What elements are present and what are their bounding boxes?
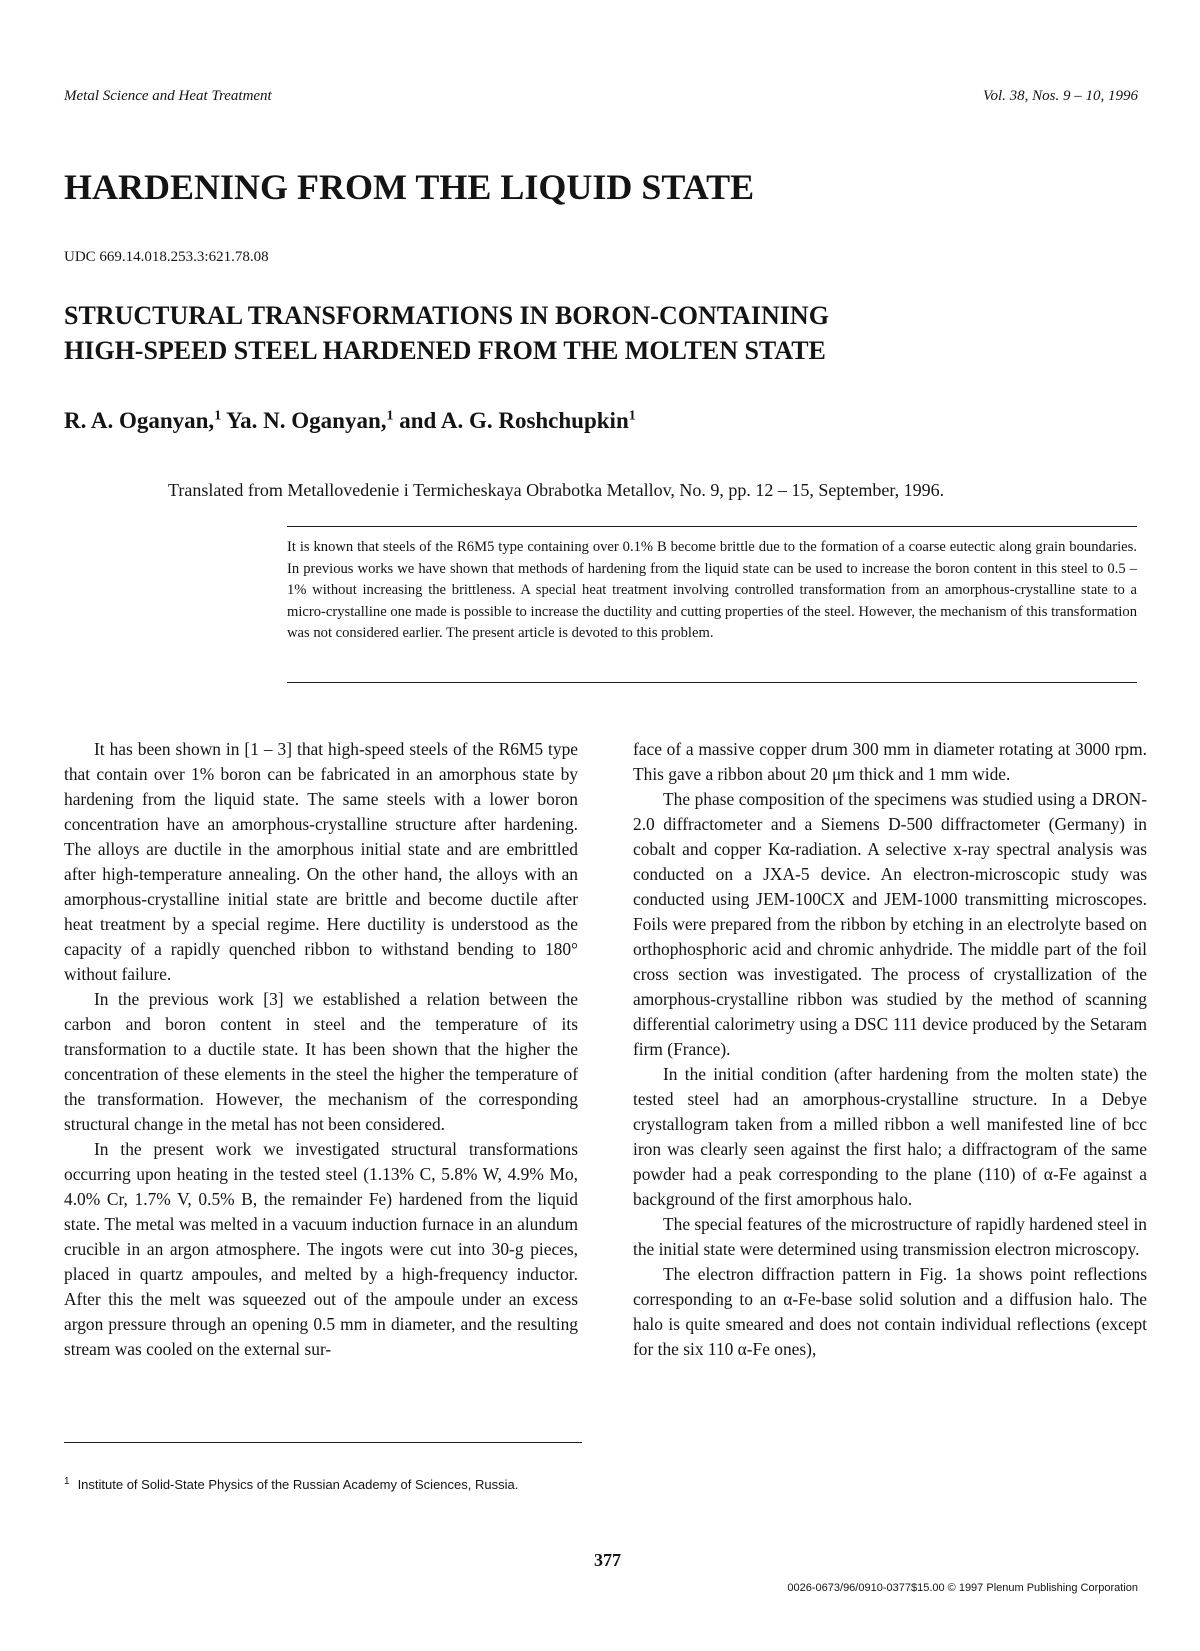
page-number: 377 bbox=[594, 1550, 621, 1570]
abstract: It is known that steels of the R6M5 type containing over 0.1% B become brittle due to the formation of a coarse eutectic along grain boundaries. In previous works we have shown that methods of hardening from the liquid state can be used to increase the boron content in this steel to 0.5 – 1% without increasing the brittleness. A special heat treatment involving controlled transformation from an amorphous-crystalline state to a micro-crystalline one made is possible to increase the ductility and cutting properties of the steel. However, the mechanism of this transformation was not considered earlier. The present article is devoted to this problem. bbox=[287, 539, 1137, 641]
abstract-top-rule bbox=[287, 526, 1137, 527]
abstract-bottom-rule bbox=[287, 682, 1137, 683]
affiliation-mark: 1 bbox=[628, 408, 636, 424]
article-title-line-2: HIGH-SPEED STEEL HARDENED FROM THE MOLTEN STATE bbox=[64, 336, 826, 365]
body-paragraph: In the previous work [3] we established a relation between the carbon and boron content in steel and the temperature of its transformation to a ductile state. It has been shown that the higher the concentration of these elements in the steel the higher the temperature of the transformation. However, the mechanism of the corresponding structural change in the metal has not been considered. bbox=[64, 989, 578, 1134]
body-paragraph: The electron diffraction pattern in Fig. 1a shows point reflections corresponding to an α-Fe-base solid solution and a diffusion halo. The halo is quite smeared and does not contain individual reflections (except for the six 110 α-Fe ones), bbox=[633, 1264, 1147, 1359]
affiliation-mark: 1 bbox=[214, 408, 222, 424]
body-paragraph: The special features of the microstructure of rapidly hardened steel in the initial state were determined using transmission electron microscopy. bbox=[633, 1214, 1147, 1259]
section-title: HARDENING FROM THE LIQUID STATE bbox=[64, 167, 755, 207]
body-paragraph: face of a massive copper drum 300 mm in diameter rotating at 3000 rpm. This gave a ribbon about 20 μm thick and 1 mm wide. bbox=[633, 739, 1147, 784]
journal-name: Metal Science and Heat Treatment bbox=[64, 88, 272, 104]
author-name: Ya. N. Oganyan, bbox=[226, 408, 387, 433]
article-title bbox=[64, 298, 1154, 368]
footnote bbox=[64, 1475, 584, 1495]
body-column-left bbox=[64, 737, 578, 1362]
volume-info: Vol. 38, Nos. 9 – 10, 1996 bbox=[982, 88, 1138, 104]
footnote-rule bbox=[64, 1442, 582, 1443]
footnote-mark: 1 bbox=[64, 1475, 70, 1487]
author-list bbox=[64, 408, 636, 434]
author-name: R. A. Oganyan, bbox=[64, 408, 215, 433]
body-paragraph: In the initial condition (after hardening from the molten state) the tested steel had an amorphous-crystalline structure. In a Debye crystallogram taken from a milled ribbon a well manifested line of bcc iron was clearly seen against the first halo; a diffractogram of the same powder had a peak corresponding to the plane (110) of α-Fe against a background of the first amorphous halo. bbox=[633, 1064, 1147, 1209]
body-paragraph: In the present work we investigated structural transformations occurring upon heating in the tested steel (1.13% C, 5.8% W, 4.9% Mo, 4.0% Cr, 1.7% V, 0.5% B, the remainder Fe) hardened from the liquid state. The metal was melted in a vacuum induction furnace in an alundum crucible in an argon atmosphere. The ingots were cut into 30-g pieces, placed in quartz ampoules, and melted by a high-frequency inductor. After this the melt was squeezed out of the ampoule under an excess argon pressure through an opening 0.5 mm in diameter, and the resulting stream was cooled on the external sur- bbox=[64, 1139, 578, 1359]
body-paragraph: It has been shown in [1 – 3] that high-speed steels of the R6M5 type that contain over 1% boron can be fabricated in an amorphous state by hardening from the liquid state. The same steels with a lower boron concentration have an amorphous-crystalline structure after hardening. The alloys are ductile in the amorphous initial state and are embrittled after high-temperature annealing. On the other hand, the alloys with an amorphous-crystalline initial state are brittle and become ductile after heat treatment by a special regime. Here ductility is understood as the capacity of a rapidly quenched ribbon to withstand bending to 180° without failure. bbox=[64, 739, 578, 984]
article-title-line-1: STRUCTURAL TRANSFORMATIONS IN BORON-CONTAINING bbox=[64, 301, 829, 330]
body-paragraph: The phase composition of the specimens was studied using a DRON-2.0 diffractometer and a Siemens D-500 diffractometer (Germany) in cobalt and copper Kα-radiation. A selective x-ray spectral analysis was conducted on a JXA-5 device. An electron-microscopic study was conducted using JEM-100CX and JEM-1000 transmitting microscopes. Foils were prepared from the ribbon by etching in an electrolyte based on orthophosphoric acid and chromic anhydride. The middle part of the foil cross section was investigated. The process of crystallization of the amorphous-crystalline ribbon was studied by the method of scanning differential calorimetry using a DSC 111 device produced by the Setaram firm (France). bbox=[633, 789, 1147, 1059]
copyright-line: 0026-0673/96/0910-0377$15.00 © 1997 Plenum Publishing Corporation bbox=[787, 1582, 1138, 1594]
footnote-text: Institute of Solid-State Physics of the Russian Academy of Sciences, Russia. bbox=[77, 1477, 519, 1492]
affiliation-mark: 1 bbox=[386, 408, 394, 424]
author-name: A. G. Roshchupkin bbox=[440, 408, 629, 433]
udc-code: UDC 669.14.018.253.3:621.78.08 bbox=[64, 249, 269, 265]
body-column-right bbox=[633, 737, 1147, 1362]
translation-note: Translated from Metallovedenie i Termicheskaya Obrabotka Metallov, No. 9, pp. 12 – 15, September, 1996. bbox=[168, 480, 945, 500]
authors-conjunction: and bbox=[399, 408, 437, 433]
